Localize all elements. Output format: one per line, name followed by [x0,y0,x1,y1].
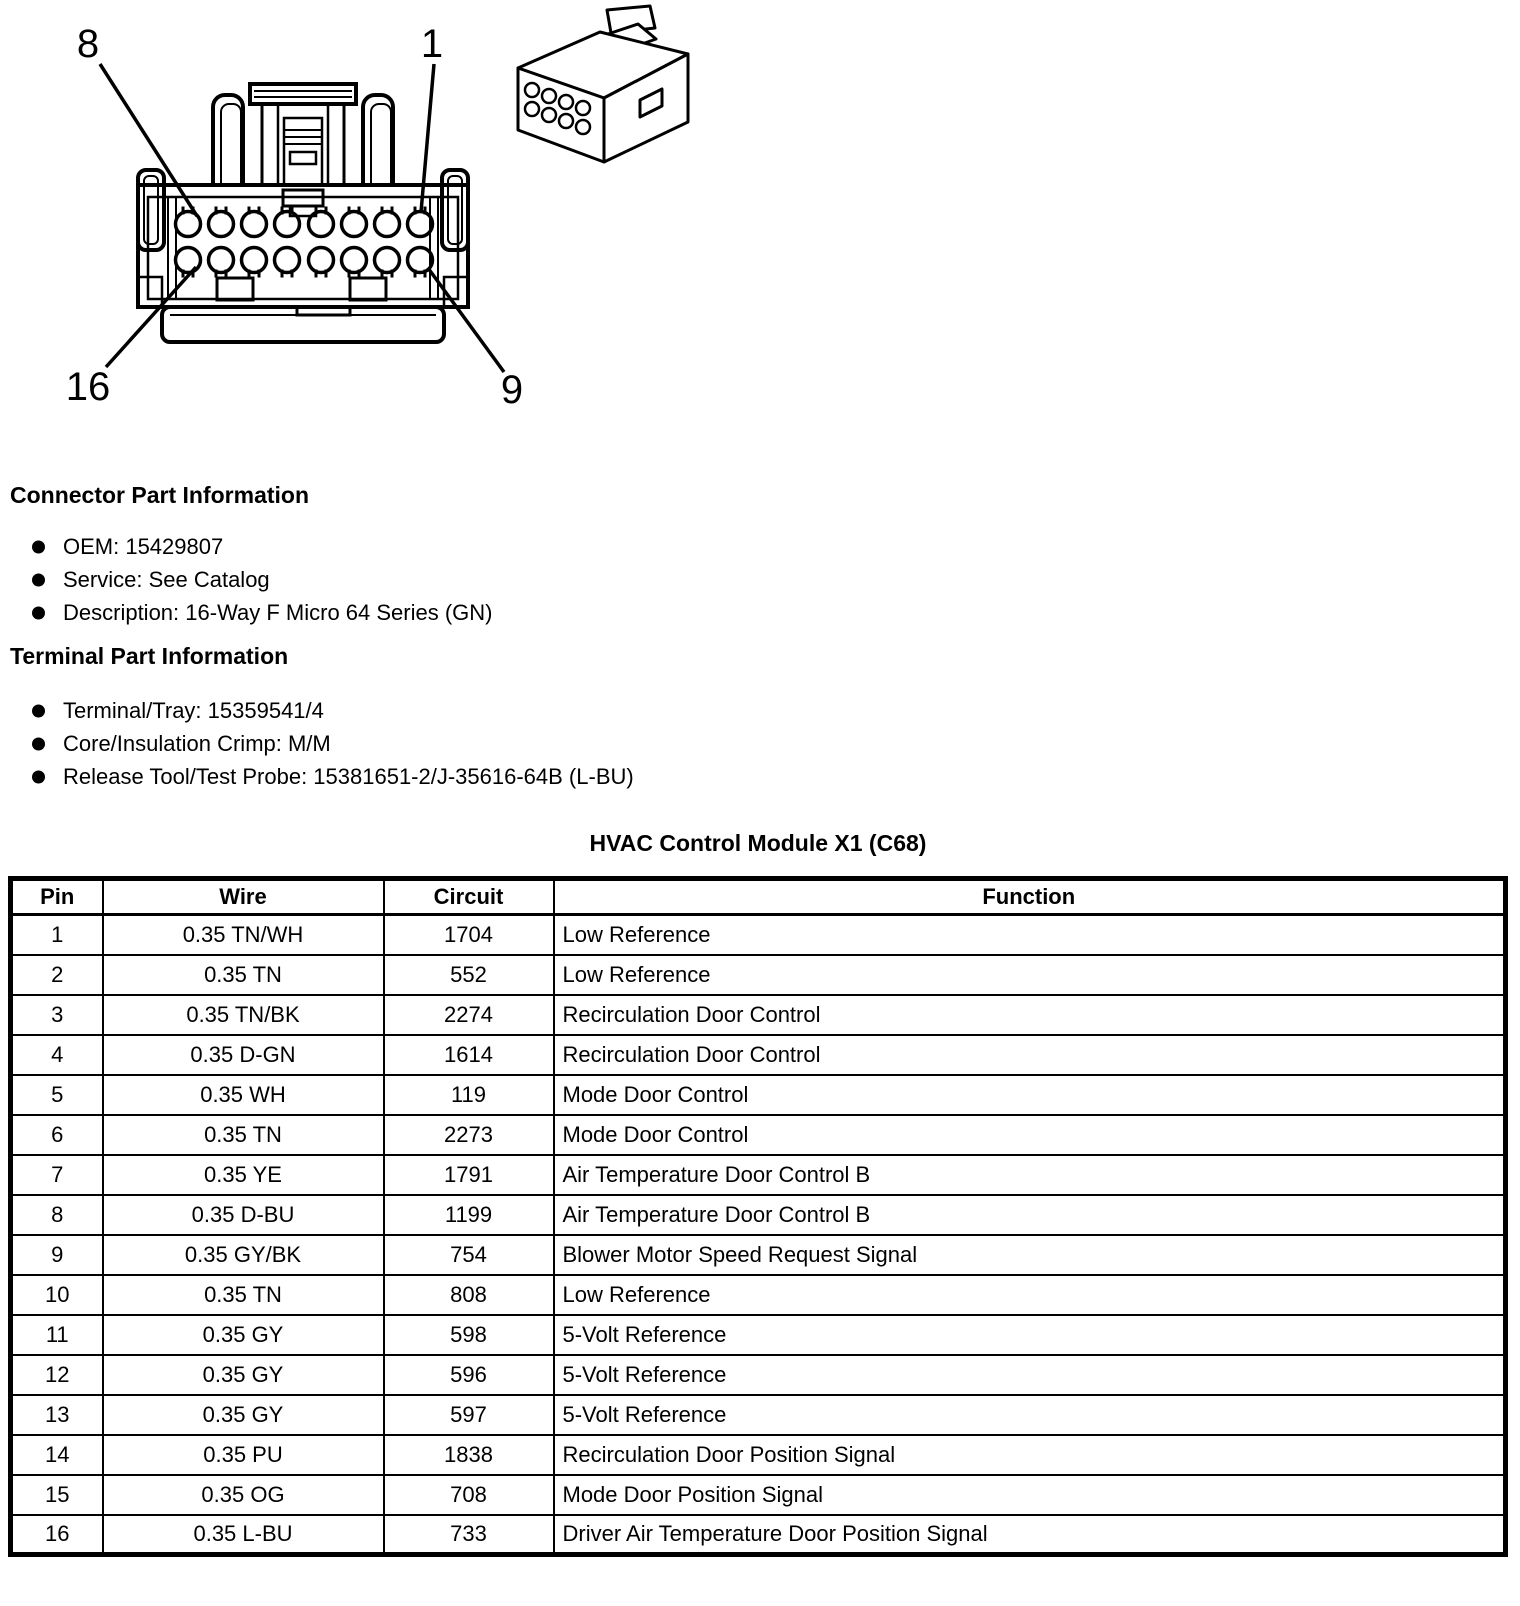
table-row [11,1355,1506,1395]
table-cell: 16 [11,1515,103,1555]
table-cell: 1791 [384,1155,554,1195]
table-row [11,1435,1506,1475]
table-cell: 0.35 L-BU [103,1515,384,1555]
table-cell: 5 [11,1075,103,1115]
column-header: Pin [11,879,103,915]
table-cell: 14 [11,1435,103,1475]
table-cell: Low Reference [554,915,1506,955]
table-cell: 0.35 TN [103,1275,384,1315]
table-cell: 0.35 TN/WH [103,915,384,955]
pinout-table-title: HVAC Control Module X1 (C68) [589,830,927,856]
column-header: Function [554,879,1506,915]
leader-line-pin8 [100,64,197,216]
table-cell: Recirculation Door Control [554,1035,1506,1075]
pin-cavity [242,248,267,273]
pinout-table-head [11,879,1506,915]
table-cell: 552 [384,955,554,995]
pin-cavity [275,248,300,273]
table-row [11,915,1506,955]
table-cell: 2274 [384,995,554,1035]
table-cell: Blower Motor Speed Request Signal [554,1235,1506,1275]
table-cell: 5-Volt Reference [554,1395,1506,1435]
connector-part-info-heading: Connector Part Information [10,482,310,508]
latch-post [213,95,243,185]
table-cell: 0.35 D-BU [103,1195,384,1235]
table-cell: 596 [384,1355,554,1395]
terminal-info-list [10,694,634,793]
pinout-table [8,876,1508,1557]
table-cell: 0.35 WH [103,1075,384,1115]
pin-cavity [408,212,433,237]
table-cell: 0.35 YE [103,1155,384,1195]
pin-table-body [11,915,1506,1555]
table-cell: 5-Volt Reference [554,1315,1506,1355]
connector-info-list [10,530,493,629]
table-cell: 3 [11,995,103,1035]
connector-3d-view [518,6,688,162]
pin-cavity [309,248,334,273]
table-cell: 1 [11,915,103,955]
bullet-item: Release Tool/Test Probe: 15381651-2/J-35616-64B (L-BU) [10,760,634,793]
pin-cavity [209,248,234,273]
bullet-item: Description: 16-Way F Micro 64 Series (GN) [10,596,493,629]
table-cell: 0.35 GY [103,1395,384,1435]
table-cell: 0.35 PU [103,1435,384,1475]
table-row [11,1235,1506,1275]
table-cell: 13 [11,1395,103,1435]
latch-post-inner [371,104,391,185]
table-row [11,1275,1506,1315]
front-view-left-ear [138,170,164,250]
pin-cavity [242,212,267,237]
table-cell: 4 [11,1035,103,1075]
table-row [11,1035,1506,1075]
table-cell: Mode Door Position Signal [554,1475,1506,1515]
pin-callout-bottom-left: 16 [65,365,111,409]
bullet-item: Terminal/Tray: 15359541/4 [10,694,634,727]
table-cell: 15 [11,1475,103,1515]
table-row [11,1515,1506,1555]
table-cell: 598 [384,1315,554,1355]
table-cell: 9 [11,1235,103,1275]
terminal-part-info-heading: Terminal Part Information [10,643,289,669]
table-cell: 10 [11,1275,103,1315]
table-cell: 0.35 TN [103,1115,384,1155]
pin-cavity [209,212,234,237]
table-row [11,1195,1506,1235]
table-cell: Mode Door Control [554,1075,1506,1115]
keying-notch [350,278,386,300]
pin-cavity [375,212,400,237]
bullet-item: Service: See Catalog [10,563,493,596]
table-row [11,1115,1506,1155]
connector-diagram [0,0,760,430]
table-cell: Low Reference [554,1275,1506,1315]
table-cell: 11 [11,1315,103,1355]
column-header: Wire [103,879,384,915]
leader-line-pin16 [106,267,196,367]
pin-table-header-row [11,879,1506,915]
table-cell: 708 [384,1475,554,1515]
table-row [11,1395,1506,1435]
table-cell: Recirculation Door Position Signal [554,1435,1506,1475]
table-cell: 2 [11,955,103,995]
table-cell: 733 [384,1515,554,1555]
table-cell: Air Temperature Door Control B [554,1155,1506,1195]
table-cell: 5-Volt Reference [554,1355,1506,1395]
body-left-tab [138,277,162,307]
table-row [11,955,1506,995]
table-cell: 0.35 GY [103,1315,384,1355]
front-view-right-ear [442,170,468,250]
table-cell: 0.35 GY/BK [103,1235,384,1275]
table-cell: 1704 [384,915,554,955]
table-cell: 119 [384,1075,554,1115]
table-cell: Low Reference [554,955,1506,995]
column-header: Circuit [384,879,554,915]
pin-cavity [342,212,367,237]
pin-cavity [275,212,300,237]
table-cell: 8 [11,1195,103,1235]
table-cell: 808 [384,1275,554,1315]
pin-callout-top-left: 8 [76,22,100,66]
latch-cap [250,84,356,104]
table-row [11,1475,1506,1515]
table-cell: 1199 [384,1195,554,1235]
pin-cavity [342,248,367,273]
table-cell: Driver Air Temperature Door Position Signal [554,1515,1506,1555]
table-cell: 754 [384,1235,554,1275]
table-cell: 1614 [384,1035,554,1075]
keying-notch [217,278,253,300]
table-cell: 6 [11,1115,103,1155]
bullet-item: OEM: 15429807 [10,530,493,563]
table-cell: 0.35 D-GN [103,1035,384,1075]
pin-cavity [309,212,334,237]
table-row [11,1315,1506,1355]
table-cell: 1838 [384,1435,554,1475]
table-cell: 7 [11,1155,103,1195]
table-cell: Recirculation Door Control [554,995,1506,1035]
table-row [11,1075,1506,1115]
table-cell: 0.35 OG [103,1475,384,1515]
table-cell: 2273 [384,1115,554,1155]
table-cell: 0.35 TN [103,955,384,995]
table-cell: 597 [384,1395,554,1435]
table-cell: 0.35 GY [103,1355,384,1395]
pin-callout-top-right: 1 [420,22,444,66]
latch-post-inner [221,104,241,185]
table-cell: 12 [11,1355,103,1395]
table-cell: Air Temperature Door Control B [554,1195,1506,1235]
table-cell: 0.35 TN/BK [103,995,384,1035]
latch-post [363,95,393,185]
latch-window [290,152,316,164]
pin-cavity [375,248,400,273]
table-row [11,995,1506,1035]
table-cell: Mode Door Control [554,1115,1506,1155]
bottom-plate [162,307,444,342]
pin-callout-bottom-right: 9 [500,368,524,412]
bullet-item: Core/Insulation Crimp: M/M [10,727,634,760]
leader-line-pin1 [421,64,434,212]
table-row [11,1155,1506,1195]
